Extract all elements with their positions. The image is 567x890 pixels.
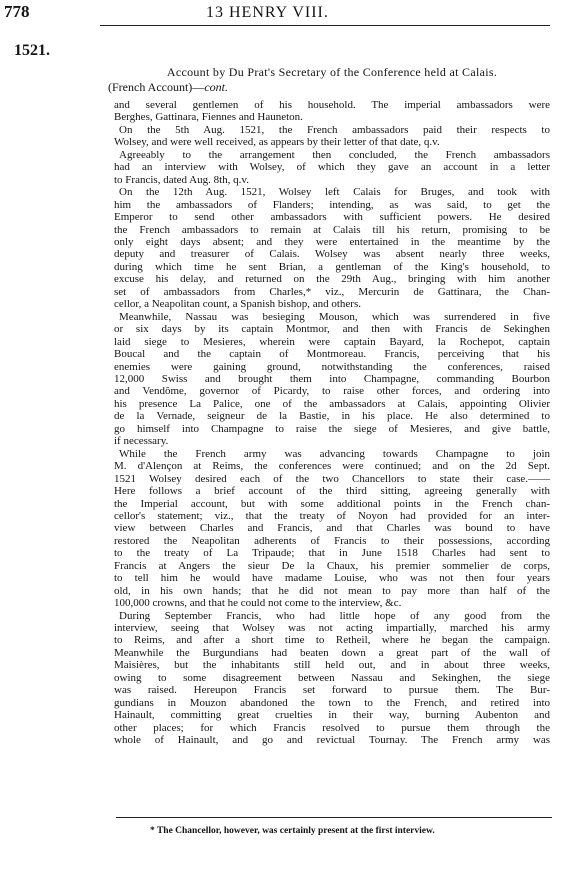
section-heading-cont: cont.	[204, 80, 228, 94]
text-line: had an interview with Wolsey, of which they gave an account in a letter	[114, 161, 550, 174]
text-line: was raised. Hereupon Francis set forward to pursue them. The Bur-	[114, 684, 550, 697]
text-line: M. d'Alençon at Reims, the conferences were continued; and on the 2d Sept.	[114, 460, 550, 473]
footnote-rule	[116, 817, 552, 818]
text-line: only eight days absent; and they were entertained in the meantime by the	[114, 235, 550, 248]
text-line: the French ambassadors to remain at Calais till his return, promising to be	[114, 223, 550, 236]
text-line: set of ambassadors from Charles,* viz., Mercurin de Gattinara, the Chan-	[114, 285, 550, 298]
text-line: Here follows a brief account of the third sitting, agreeing generally with	[114, 485, 550, 498]
text-line: Francis at Angers the sieur De la Chaux, his premier sommelier de corps,	[114, 559, 550, 572]
section-heading-subtitle-main: (French Account)—	[108, 80, 205, 94]
text-line: to tell him he would have madame Louise, who was not then four years	[114, 572, 550, 585]
text-line: during which time he sent Brian, a gentleman of the King's household, to	[114, 260, 550, 273]
text-line: his presence La Palice, one of the ambassadors at Calais, appointing Olivier	[114, 397, 550, 410]
text-line: whole of Hainault, and go and revictual Tournay. The French army was	[114, 734, 550, 747]
section-heading-subtitle	[108, 80, 556, 94]
text-line: excuse his delay, and returned on the 29th Aug., bringing with him another	[114, 273, 550, 286]
text-line: and Vendôme, governor of Picardy, to raise other forces, and ordering into	[114, 385, 550, 398]
text-line: On the 12th Aug. 1521, Wolsey left Calais for Bruges, and took with	[119, 186, 550, 199]
text-line: gundians in Mouzon abandoned the town to the French, and retired into	[114, 696, 550, 709]
text-line: cellor's statement; viz., that the treaty of Noyon had provided for an inter-	[114, 509, 550, 522]
text-line: enemies were gaining ground, notwithstanding the conferences, raised	[114, 360, 550, 373]
running-head: 13 HENRY VIII.	[206, 4, 329, 21]
section-heading-title: Account by Du Prat's Secretary of the Conference held at Calais.	[166, 65, 498, 79]
text-line: Boucal and the captain of Montmoreau. Francis, perceiving that his	[114, 348, 550, 361]
text-line: old, in his own hands; that he did not mean to pay more than half of the	[114, 584, 550, 597]
header-rule	[100, 25, 550, 26]
text-line: deputy and treasurer of Calais. Wolsey was absent nearly three weeks,	[114, 248, 550, 261]
text-line: Berghes, Gattinara, Fiennes and Hauneton.	[114, 111, 303, 124]
margin-year: 1521.	[14, 42, 50, 59]
text-line: owing to some disagreement between Nassau and Sekinghen, the siege	[114, 671, 550, 684]
text-line: Maisières, but the inhabitants still held out, and in about three weeks,	[114, 659, 550, 672]
text-line: cellor, a Neapolitan count, a Spanish bishop, and others.	[114, 298, 362, 311]
text-line: other places; for which Francis resolved to pursue them through the	[114, 721, 550, 734]
text-line: restored the Neapolitan adherents of Francis to their possessions, according	[114, 534, 550, 547]
text-line: Meanwhile, Nassau was besieging Mouson, which was surrendered in five	[119, 310, 550, 323]
text-line: During September Francis, who had little hope of any good from the	[119, 609, 550, 622]
section-heading	[108, 65, 556, 94]
text-line: While the French army was advancing towards Champagne to join	[119, 447, 550, 460]
body-text	[114, 99, 550, 747]
text-line: if necessary.	[114, 435, 169, 448]
text-line: and several gentlemen of his household. The imperial ambassadors were	[114, 99, 550, 111]
page-number: 778	[4, 2, 30, 21]
text-line: or six days by its captain Montmor, and then with Francis de Sekinghen	[114, 323, 550, 336]
text-line: to Reims, and after a short time to Retheil, where he began the campaign.	[114, 634, 550, 647]
text-line: view between Charles and Francis, and that Charles was bound to have	[114, 522, 550, 535]
text-line: him the ambassadors of Flanders; intending, as was said, to get the	[114, 198, 550, 211]
text-line: Emperor to send other ambassadors with sufficient powers. He desired	[114, 211, 550, 224]
text-line: 12,000 Swiss and brought them into Champagne, commanding Bourbon	[114, 372, 550, 385]
text-line: Wolsey, and were well received, as appears by their letter of that date, q.v.	[114, 136, 440, 149]
text-line: 100,000 crowns, and that he could not come to the interview, &c.	[114, 597, 402, 610]
text-line: the Imperial account, but with some additional points in the French chan-	[114, 497, 550, 510]
text-line: Meanwhile the Burgundians had beaten down a great part of the wall of	[114, 646, 550, 659]
text-line: laid siege to Mesieres, wherein were captain Bayard, la Rochepot, captain	[114, 335, 550, 348]
text-line: to the treaty of La Tripaude; that in June 1518 Charles had sent to	[114, 547, 550, 560]
text-line: 1521 Wolsey desired each of the two Chancellors to state their case.——	[114, 472, 550, 485]
text-line: interview, seeing that Wolsey was not acting impartially, marched his army	[114, 622, 550, 635]
text-line: to Francis, dated Aug. 8th, q.v.	[114, 173, 249, 186]
text-line: de la Vernade, seigneur de la Bastie, in his place. He also determined to	[114, 410, 550, 423]
text-line: go himself into Champagne to raise the siege of Mesieres, and give battle,	[114, 422, 550, 435]
text-line: Agreeably to the arrangement then concluded, the French ambassadors	[119, 148, 550, 161]
footnote: * The Chancellor, however, was certainly present at the first interview.	[150, 826, 435, 836]
text-line: On the 5th Aug. 1521, the French ambassadors paid their respects to	[119, 123, 550, 136]
text-line: Hainault, committing great cruelties in their way, burning Aubenton and	[114, 709, 550, 722]
